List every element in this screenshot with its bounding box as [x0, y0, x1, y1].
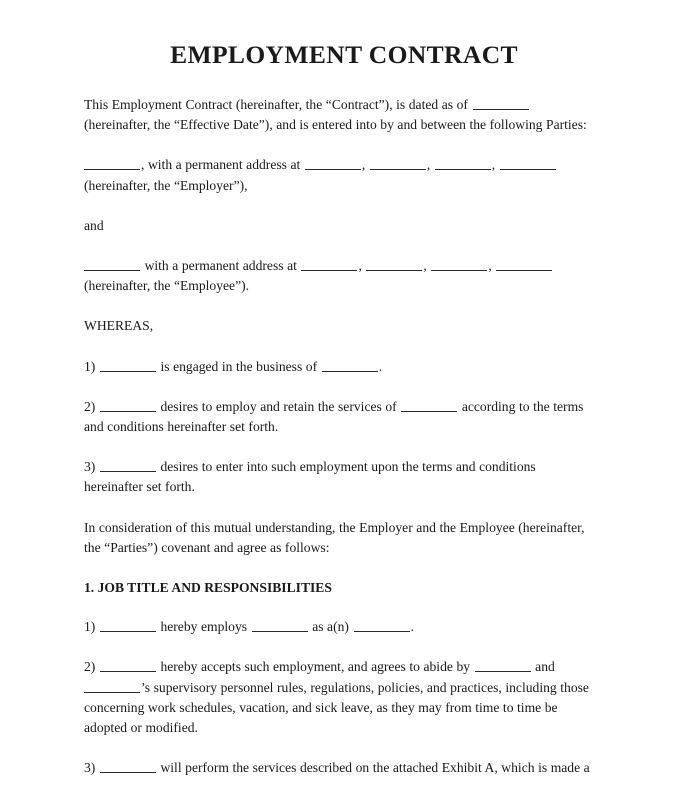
- document-title: EMPLOYMENT CONTRACT: [170, 40, 518, 69]
- blank-supervisory-party[interactable]: [84, 682, 140, 693]
- blank-whereas-1-business[interactable]: [322, 361, 378, 372]
- section1-item1-text-c: .: [410, 619, 414, 635]
- whereas-2-text-a: desires to employ and retain the services of: [160, 398, 397, 414]
- blank-employee-address-1[interactable]: [301, 260, 357, 271]
- whereas-label: WHEREAS,: [84, 318, 154, 334]
- consideration-text: In consideration of this mutual understanding, the Employer and the Employee (hereinafter, the “Parties”) covenant and agree as follows:: [84, 519, 585, 555]
- paragraph-section1-item1: [84, 617, 598, 637]
- whereas-3-text: desires to enter into such employment upon the terms and conditions hereinafter set forth.: [84, 459, 536, 495]
- paragraph-whereas-label: [84, 316, 598, 336]
- section1-item2-text-a: hereby accepts such employment, and agrees to abide by: [160, 659, 471, 675]
- blank-whereas-2-party[interactable]: [100, 401, 156, 412]
- paragraph-whereas-1: [84, 357, 598, 377]
- document-body: [84, 40, 598, 798]
- section1-item3-number: 3): [84, 760, 96, 776]
- paragraph-and: [84, 216, 598, 236]
- whereas-1-text-a: is engaged in the business of: [160, 358, 318, 374]
- blank-employer-address-1[interactable]: [305, 160, 361, 171]
- paragraph-section1-item2: [84, 657, 598, 738]
- section1-item2-text-b: and: [535, 659, 555, 675]
- blank-services-party[interactable]: [100, 762, 156, 773]
- blank-effective-date[interactable]: [473, 99, 529, 110]
- whereas-1-text-b: .: [378, 358, 383, 374]
- section1-item2-number: 2): [84, 659, 96, 675]
- blank-whereas-2-services[interactable]: [401, 401, 457, 412]
- blank-employer-name[interactable]: [84, 160, 140, 171]
- blank-employee-address-4[interactable]: [496, 260, 552, 271]
- employee-hereinafter-text: (hereinafter, the “Employee”).: [84, 278, 250, 294]
- paragraph-whereas-3: [84, 457, 598, 497]
- paragraph-employer: , with a permanent address at , , , (hereinafter, the “Employer”),: [84, 155, 598, 195]
- section1-item1-text-a: hereby employs: [160, 619, 248, 635]
- section1-item1-number: 1): [84, 619, 96, 635]
- paragraph-employee: with a permanent address at , , , (hereinafter, the “Employee”).: [84, 256, 598, 296]
- intro-text-line1: This Employment Contract (hereinafter, the “Contract”), is dated as of: [84, 97, 468, 112]
- section1-item3-text: will perform the services described on the attached Exhibit A, which is made a: [160, 760, 590, 776]
- blank-employer-employs[interactable]: [100, 621, 156, 632]
- whereas-1-number: 1): [84, 358, 96, 374]
- employer-hereinafter-text: (hereinafter, the “Employer”),: [84, 177, 248, 193]
- employee-address-label: with a permanent address at: [144, 258, 297, 274]
- whereas-2-number: 2): [84, 398, 96, 414]
- paragraph-consideration: [84, 518, 598, 558]
- blank-employee-address-2[interactable]: [366, 260, 422, 271]
- section-heading-job-title: 1. JOB TITLE AND RESPONSIBILITIES: [84, 580, 332, 596]
- employer-address-label: , with a permanent address at: [141, 157, 301, 173]
- blank-employer-address-2[interactable]: [370, 160, 426, 171]
- blank-whereas-3-party[interactable]: [100, 461, 156, 472]
- conjunction-and: and: [84, 217, 104, 233]
- intro-text-line2: (hereinafter, the “Effective Date”), and is entered into by and between the following Parties:: [84, 117, 587, 133]
- blank-employee-accepts[interactable]: [100, 662, 156, 673]
- paragraph-whereas-2: [84, 397, 598, 437]
- section1-item1-text-b: as a(n): [312, 619, 349, 635]
- whereas-2-text-b: according to the terms and conditions hereinafter set forth.: [84, 398, 584, 435]
- blank-employer-address-3[interactable]: [435, 160, 491, 171]
- blank-job-title[interactable]: [354, 621, 410, 632]
- blank-abide-by-party[interactable]: [475, 662, 531, 673]
- whereas-3-number: 3): [84, 459, 96, 475]
- paragraph-intro: [84, 95, 598, 135]
- blank-employee-address-3[interactable]: [431, 260, 487, 271]
- section1-item2-text-c: ’s supervisory personnel rules, regulations, policies, and practices, including those concerning work schedules, vacation, and sick leave, as they may from time to time be adopted or modified.: [84, 679, 589, 736]
- blank-employee-employed[interactable]: [252, 621, 308, 632]
- blank-employee-name[interactable]: [84, 260, 140, 271]
- blank-whereas-1-party[interactable]: [100, 361, 156, 372]
- blank-employer-address-4[interactable]: [500, 160, 556, 171]
- paragraph-section1-item3: [84, 758, 598, 778]
